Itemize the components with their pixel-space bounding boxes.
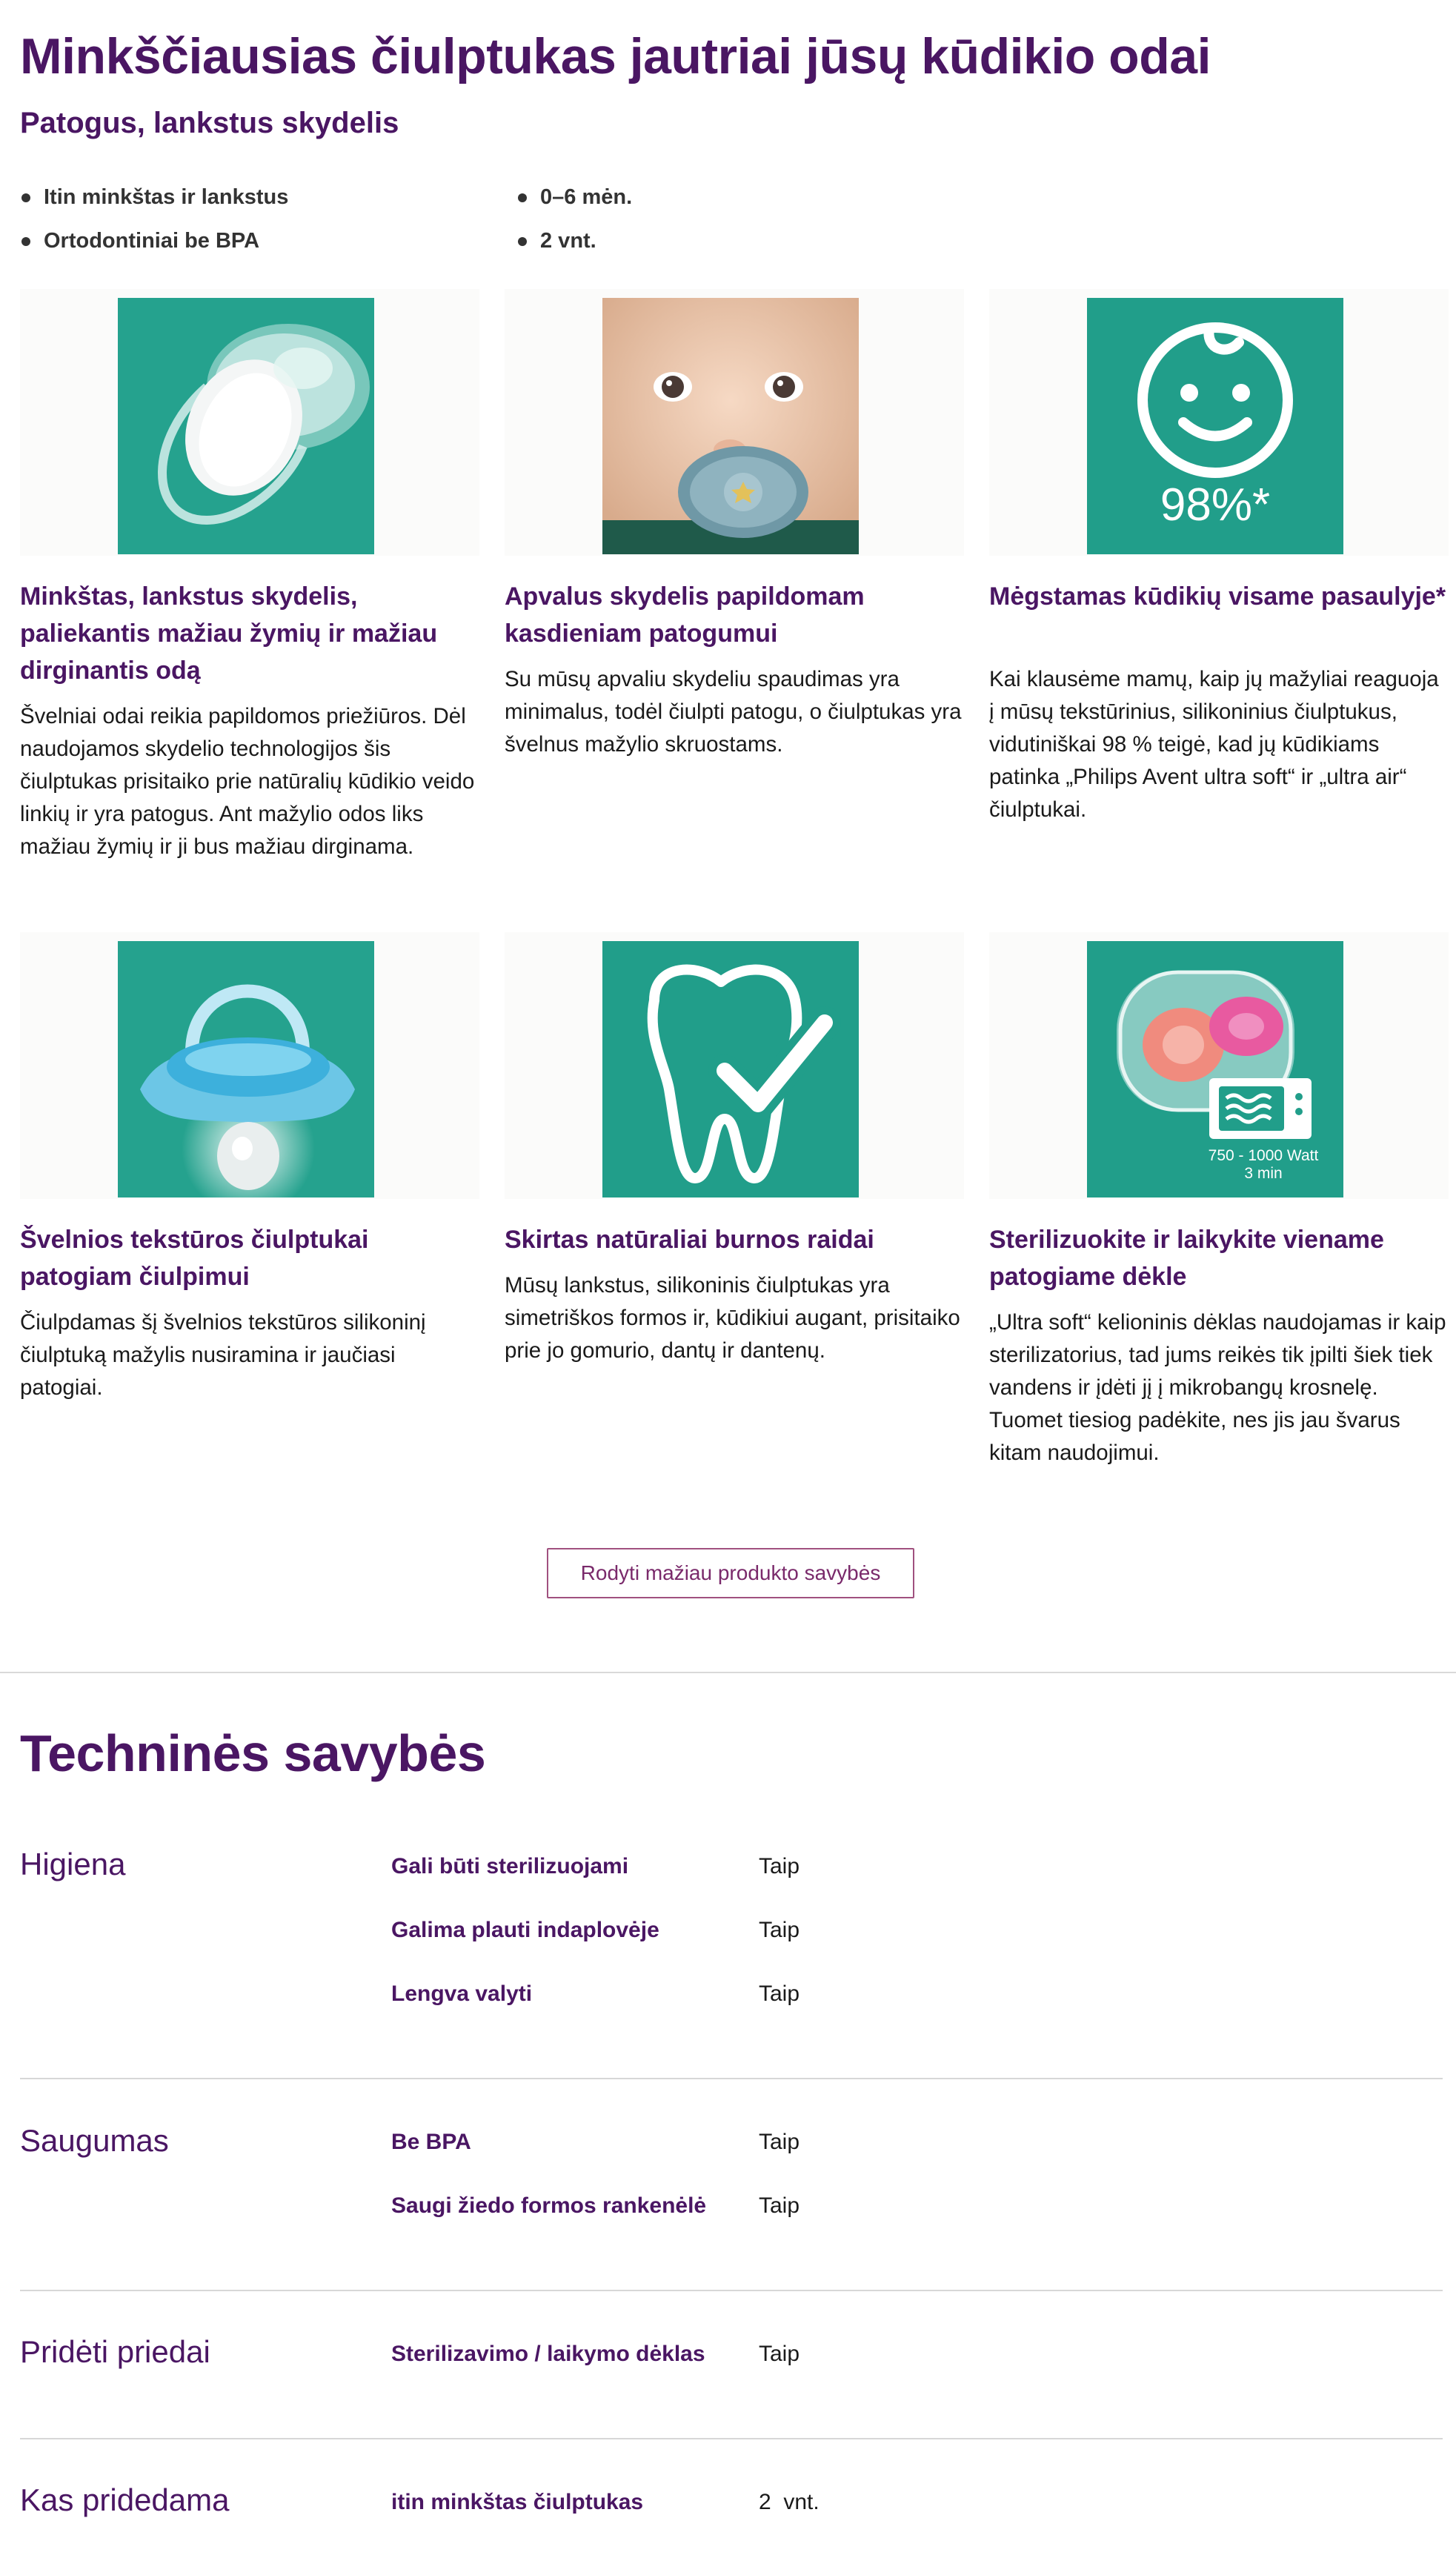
spec-label: Saugi žiedo formos rankenėlė (391, 2193, 707, 2218)
feature-title: Mėgstamas kūdikių visame pasaulyje* (989, 582, 1446, 611)
spec-group-title: Kas pridedama (20, 2482, 230, 2517)
feature-text: Čiulpdamas šį švelnios tekstūros silikoninį čiulptuką mažylis nusiramina ir jaučiasi patogiai. (20, 1310, 426, 1400)
feature-image (20, 289, 479, 556)
feature-text: Kai klausėme mamų, kaip jų mažyliai reaguoja į mūsų tekstūrinius, silikoninius čiulptukus, vidutiniškai 98 % teigė, kad jų kūdikiams patinka „Philips Avent ultra soft“ ir „ultra air“ čiulptukai. (989, 667, 1439, 822)
pacifier-soft-shield-icon (118, 298, 374, 554)
textured-nipple-pacifier-icon (118, 941, 374, 1197)
spec-value: Taip (759, 2130, 800, 2154)
spec-label: Lengva valyti (391, 1981, 533, 2006)
feature-text: „Ultra soft“ kelioninis dėklas naudojamas ir kaip sterilizatorius, tad jums reikės tik įpilti šiek tiek vandens ir įdėti jį į mikrobangų krosnelę. Tuomet tiesiog padėkite, nes jis jau švarus kitam naudojimui. (989, 1310, 1446, 1465)
feature-title: Apvalus skydelis papildomam kasdieniam patogumui (505, 582, 865, 648)
spec-value: Taip (759, 1981, 800, 2006)
spec-group-title: Higiena (20, 1847, 126, 1881)
spec-group-title: Saugumas (20, 2123, 169, 2158)
feature-title: Sterilizuokite ir laikykite viename patogiame dėkle (989, 1226, 1384, 1291)
highlight-item: Ortodontiniai be BPA (20, 226, 259, 256)
spec-value: Taip (759, 2342, 800, 2366)
feature-title: Skirtas natūraliai burnos raidai (505, 1226, 874, 1254)
spec-value: Taip (759, 1854, 800, 1878)
spec-label: Be BPA (391, 2130, 471, 2154)
spec-label: itin minkštas čiulptukas (391, 2490, 644, 2514)
spec-label: Gali būti sterilizuojami (391, 1854, 629, 1878)
page-title: Minkščiausias čiulptukas jautriai jūsų kūdikio odai (20, 28, 1211, 84)
satisfaction-badge: 98%* (1160, 479, 1271, 531)
feature-text: Su mūsų apvaliu skydeliu spaudimas yra minimalus, todėl čiulpti patogu, o čiulptukas yra švelnus mažylio skruostams. (505, 667, 962, 757)
spec-value: 2 vnt. (759, 2490, 820, 2514)
highlight-item: Itin minkštas ir lankstus (20, 182, 288, 212)
spec-label: Galima plauti indaplovėje (391, 1918, 659, 1942)
spec-divider (20, 2438, 1443, 2439)
spec-label: Sterilizavimo / laikymo dėklas (391, 2342, 705, 2366)
sterilizer-case-microwave-icon (1087, 941, 1343, 1197)
feature-image (505, 289, 964, 556)
duration-label: 3 min (1244, 1165, 1283, 1182)
smiling-baby-face-icon (1087, 298, 1343, 554)
feature-image (989, 932, 1449, 1199)
highlight-item: 0–6 mėn. (516, 182, 632, 212)
show-less-features-button[interactable]: Rodyti mažiau produkto savybės (547, 1548, 914, 1598)
spec-group-title: Pridėti priedai (20, 2334, 210, 2369)
feature-title: Švelnios tekstūros čiulptukai patogiam čiulpimui (20, 1226, 369, 1291)
spec-divider (20, 2290, 1443, 2291)
page-subtitle: Patogus, lankstus skydelis (20, 107, 399, 139)
feature-image (989, 289, 1449, 556)
feature-image (20, 932, 479, 1199)
feature-title: Minkštas, lankstus skydelis, paliekantis mažiau žymių ir mažiau dirginantis odą (20, 582, 438, 685)
feature-image (505, 932, 964, 1199)
highlight-item: 2 vnt. (516, 226, 596, 256)
feature-text: Švelniai odai reikia papildomos priežiūros. Dėl naudojamos skydelio technologijos šis čiulptukas prisitaiko prie natūralių kūdikio veido linkių ir yra patogus. Ant mažylio odos liks mažiau žymių ir ji bus mažiau dirginama. (20, 704, 475, 859)
spec-value: Taip (759, 2193, 800, 2218)
feature-text: Mūsų lankstus, silikoninis čiulptukas yra simetriškos formos ir, kūdikiui augant, prisitaiko prie jo gomurio, dantų ir dantenų. (505, 1273, 960, 1363)
section-divider (0, 1672, 1456, 1673)
tech-specs-title: Techninės savybės (20, 1724, 486, 1782)
wattage-label: 750 - 1000 Watt (1208, 1147, 1319, 1164)
baby-with-pacifier-photo (602, 298, 859, 554)
spec-divider (20, 2078, 1443, 2079)
tooth-checkmark-icon (602, 941, 859, 1197)
spec-value: Taip (759, 1918, 800, 1942)
